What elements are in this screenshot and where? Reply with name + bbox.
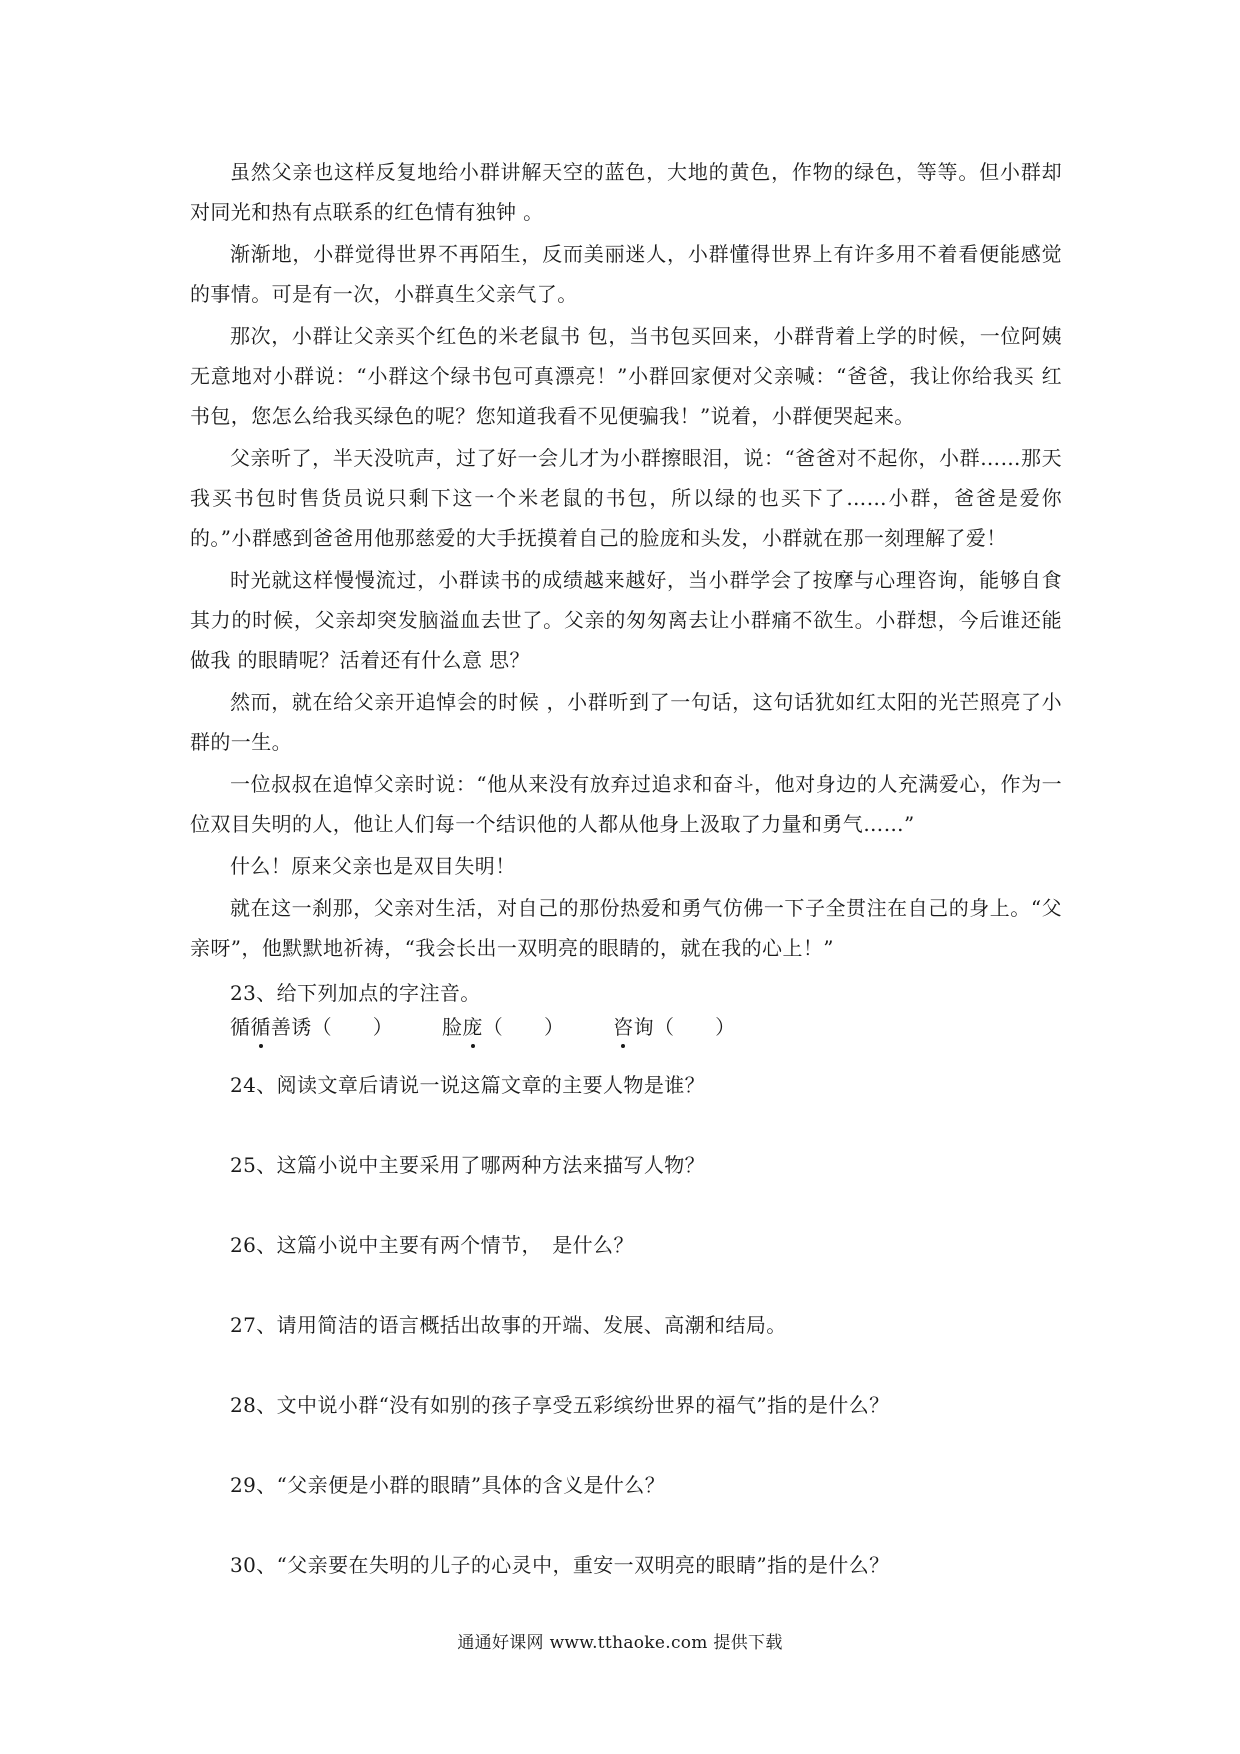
question-25: 25、这篇小说中主要采用了哪两种方法来描写人物？ [230, 1153, 706, 1177]
pinyin-item [230, 1010, 393, 1044]
pinyin-blank: 善诱（ ） [270, 1015, 394, 1039]
question-27: 27、请用简洁的语言概括出故事的开端、发展、高潮和结局。 [230, 1313, 787, 1337]
dotted-char: 循 [250, 1010, 270, 1044]
dotted-char: 庞 [462, 1010, 482, 1044]
question-28: 28、文中说小群“没有如别的孩子享受五彩缤纷世界的福气”指的是什么？ [230, 1393, 890, 1417]
article-paragraph: 虽然父亲也这样反复地给小群讲解天空的蓝色，大地的黄色，作物的绿色，等等。但小群却对同光和热有点联系的红色情有独钟 。 [190, 160, 1062, 224]
article-paragraph: 什么！原来父亲也是双目失明！ [230, 854, 516, 878]
question-list [190, 978, 1062, 1580]
pinyin-blank: 询（ ） [633, 1015, 736, 1039]
question-30: 30、“父亲要在失明的儿子的心灵中，重安一双明亮的眼睛”指的是什么？ [230, 1553, 890, 1577]
pinyin-item [613, 1010, 735, 1044]
question-26: 26、这篇小说中主要有两个情节， 是什么？ [230, 1233, 634, 1257]
footer-credit: 通通好课网 www.tthaoke.com 提供下载 [457, 1633, 783, 1653]
article-paragraph: 时光就这样慢慢流过，小群读书的成绩越来越好，当小群学会了按摩与心理咨询，能够自食其力的时候，父亲却突发脑溢血去世了。父亲的匆匆离去让小群痛不欲生。小群想，今后谁还能做我 的眼睛呢？活着还有什么意 思？ [190, 568, 1062, 672]
pinyin-char: 脸 [441, 1015, 463, 1039]
article-paragraph: 渐渐地，小群觉得世界不再陌生，反而美丽迷人，小群懂得世界上有许多用不着看便能感觉的事情。可是有一次，小群真生父亲气了。 [190, 242, 1062, 306]
pinyin-item [442, 1010, 564, 1044]
article-paragraph: 父亲听了，半天没吭声，过了好一会儿才为小群擦眼泪，说：“爸爸对不起你，小群……那天我买书包时售货员说只剩下这一个米老鼠的书包，所以绿的也买下了……小群，爸爸是爱你的。”小群感到爸爸用他那慈爱的大手抚摸着自己的脸庞和头发，小群就在那一刻理解了爱！ [190, 446, 1062, 550]
article-paragraph: 那次，小群让父亲买个红色的米老鼠书 包，当书包买回来，小群背着上学的时候，一位阿姨无意地对小群说：“小群这个绿书包可真漂亮！”小群回家便对父亲喊：“爸爸，我让你给我买 红书包，您怎么给我买绿色的呢？您知道我看不见便骗我！”说着，小群便哭起来。 [190, 324, 1062, 428]
article-body [190, 152, 1062, 970]
article-paragraph: 就在这一刹那，父亲对生活，对自己的那份热爱和勇气仿佛一下子全贯注在自己的身上。“父亲呀”，他默默地祈祷，“我会长出一双明亮的眼睛的，就在我的心上！” [190, 896, 1062, 960]
question-29: 29、“父亲便是小群的眼睛”具体的含义是什么？ [230, 1473, 666, 1497]
article-paragraph: 然而，就在给父亲开追悼会的时候 ，小群听到了一句话，这句话犹如红太阳的光芒照亮了小群的一生。 [190, 690, 1062, 754]
pinyin-items [190, 1010, 1062, 1070]
question-24: 24、阅读文章后请说一说这篇文章的主要人物是谁？ [230, 1073, 706, 1097]
question-23: 23、给下列加点的字注音。 [230, 981, 481, 1005]
dotted-char: 咨 [613, 1010, 633, 1044]
pinyin-blank: （ ） [482, 1015, 565, 1039]
article-paragraph: 一位叔叔在追悼父亲时说：“他从来没有放弃过追求和奋斗，他对身边的人充满爱心，作为一位双目失明的人，他让人们每一个结识他的人都从他身上汲取了力量和勇气……” [190, 772, 1062, 836]
pinyin-char: 循 [230, 1015, 251, 1039]
